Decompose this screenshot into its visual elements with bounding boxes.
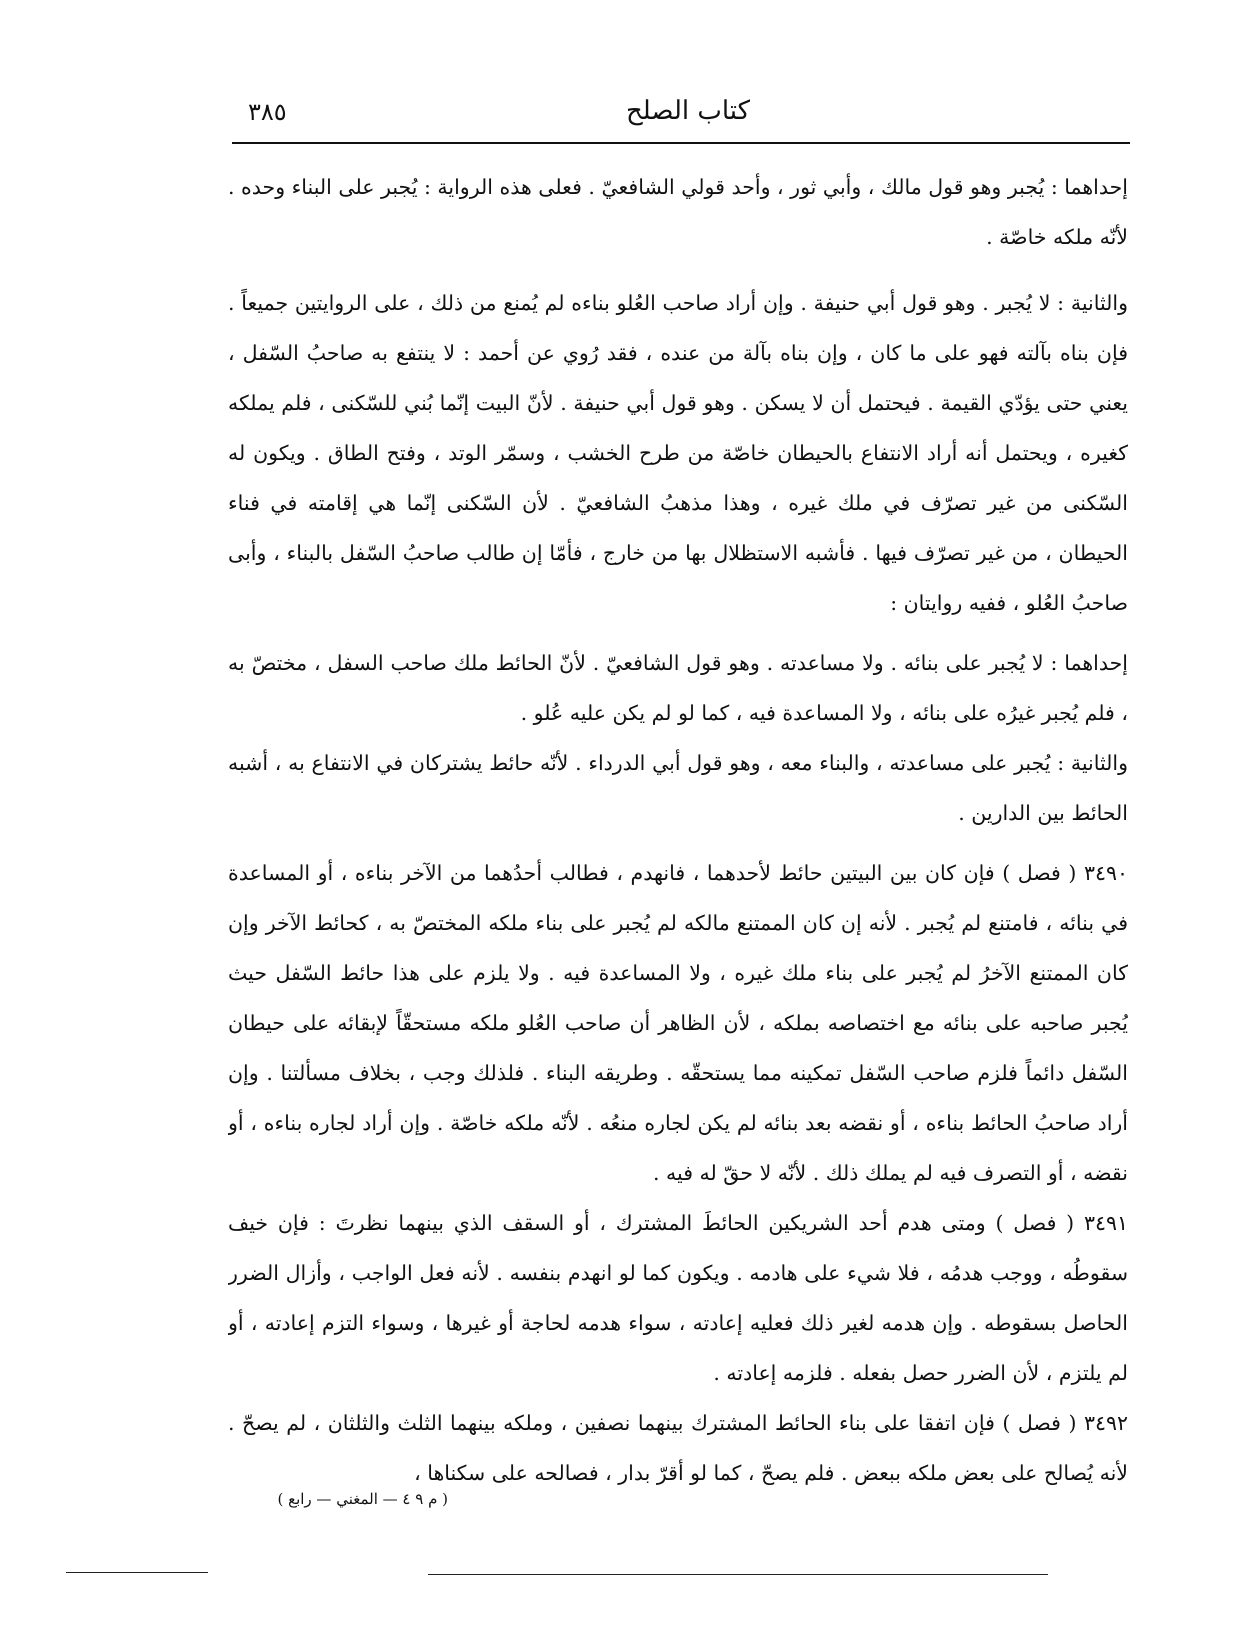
paragraph: إحداهما : لا يُجبر على بنائه . ولا مساعدته . وهو قول الشافعيّ . لأنّ الحائط ملك صاحب السفل ، مختصّ به ، فلم يُجبر غيرُه على بنائه ، ولا المساعدة فيه ، كما لو لم يكن عليه عُلو . [228, 651, 1128, 725]
body-text [228, 162, 1128, 1492]
running-title: كتاب الصلح [626, 96, 750, 126]
paragraph: والثانية : يُجبر على مساعدته ، والبناء معه ، وهو قول أبي الدرداء . لأنّه حائط يشتركان في الانتفاع به ، أشبه الحائط بين الدارين . [228, 751, 1128, 825]
page-number: ٣٨٥ [248, 98, 287, 126]
paragraph: إحداهما : يُجبر وهو قول مالك ، وأبي ثور ، وأحد قولي الشافعيّ . فعلى هذه الرواية : يُجبر على البناء وحده . لأنّه ملكه خاصّة . [228, 175, 1128, 249]
footer-rule [428, 1574, 1048, 1575]
header-rule [232, 142, 1130, 144]
paragraph-section-3490: ٣٤٩٠ ( فصل ) فإن كان بين البيتين حائط لأحدهما ، فانهدم ، فطالب أحدُهما من الآخر بناءه ، أو المساعدة في بنائه ، فامتنع لم يُجبر . لأنه إن كان الممتنع مالكه لم يُجبر على بناء ملكه المختصّ به ، كحائط الآخر وإن كان الممتنع الآخرُ لم يُجبر على بناء ملك غيره ، ولا المساعدة فيه . ولا يلزم على هذا حائط السّفل حيث يُجبر صاحبه على بنائه مع اختصاصه بملكه ، لأن الظاهر أن صاحب العُلو ملكه مستحقّاً لإبقائه على حيطان السّفل دائماً فلزم صاحب السّفل تمكينه مما يستحقّه . وطريقه البناء . فلذلك وجب ، بخلاف مسألتنا . وإن أراد صاحبُ الحائط بناءه ، أو نقضه بعد بنائه لم يكن لجاره منعُه . لأنّه ملكه خاصّة . وإن أراد لجاره بناءه ، أو نقضه ، أو التصرف فيه لم يملك ذلك . لأنّه لا حقّ له فيه . [228, 861, 1128, 1185]
paragraph: والثانية : لا يُجبر . وهو قول أبي حنيفة . وإن أراد صاحب العُلو بناءه لم يُمنع من ذلك ، على الروايتين جميعاً . فإن بناه بآلته فهو على ما كان ، وإن بناه بآلة من عنده ، فقد رُوي عن أحمد : لا ينتفع به صاحبُ السّفل ، يعني حتى يؤدّي القيمة . فيحتمل أن لا يسكن . وهو قول أبي حنيفة . لأنّ البيت إنّما بُني للسّكنى ، فلم يملكه كغيره ، ويحتمل أنه أراد الانتفاع بالحيطان خاصّة من طرح الخشب ، وسمّر الوتد ، وفتح الطاق . ويكون له السّكنى من غير تصرّف في ملك غيره ، وهذا مذهبُ الشافعيّ . لأن السّكنى إنّما هي إقامته في فناء الحيطان ، من غير تصرّف فيها . فأشبه الاستظلال بها من خارج ، فأمّا إن طالب صاحبُ السّفل بالبناء ، وأبى صاحبُ العُلو ، ففيه روايتان : [228, 291, 1128, 615]
paragraph-section-3491: ٣٤٩١ ( فصل ) ومتى هدم أحد الشريكين الحائطَ المشترك ، أو السقف الذي بينهما نظرتَ : فإن خيف سقوطُه ، ووجب هدمُه ، فلا شيء على هادمه . ويكون كما لو انهدم بنفسه . لأنه فعل الواجب ، وأزال الضرر الحاصل بسقوطه . وإن هدمه لغير ذلك فعليه إعادته ، سواء هدمه لحاجة أو غيرها ، وسواء التزم إعادته ، أو لم يلتزم ، لأن الضرر حصل بفعله . فلزمه إعادته . [228, 1211, 1128, 1385]
page-header [248, 92, 1128, 136]
footer-rule-short [66, 1572, 208, 1573]
printer-signature: ( م ٩ ٤ — المغني — رابع ) [277, 1490, 448, 1508]
paragraph-section-3492: ٣٤٩٢ ( فصل ) فإن اتفقا على بناء الحائط المشترك بينهما نصفين ، وملكه بينهما الثلث والثلثان ، لم يصحّ . لأنه يُصالح على بعض ملكه ببعض . فلم يصحّ ، كما لو أقرّ بدار ، فصالحه على سكناها ، [228, 1411, 1128, 1485]
